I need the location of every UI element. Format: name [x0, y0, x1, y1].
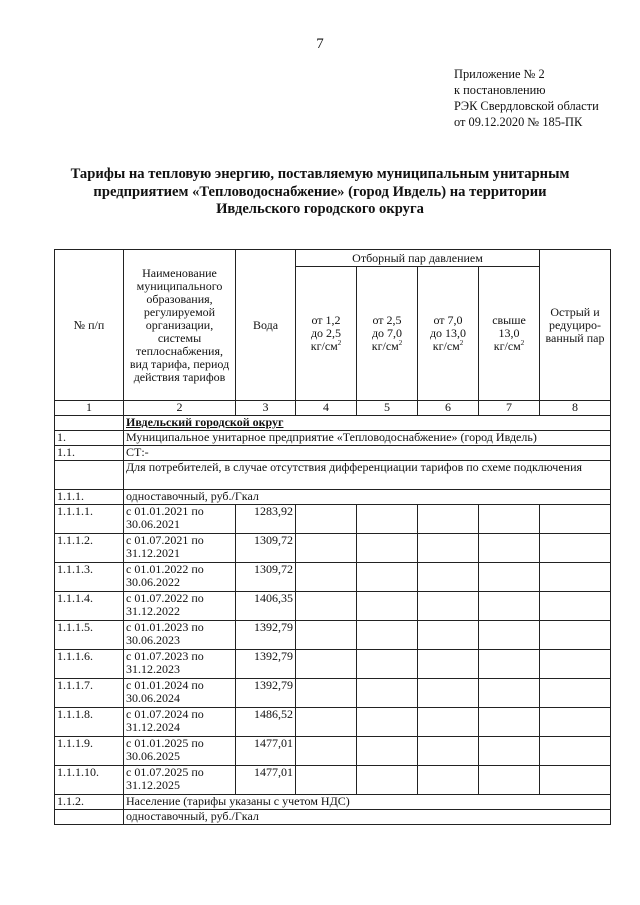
- table-row: [55, 592, 611, 621]
- column-number: 7: [479, 401, 540, 416]
- sharp-steam-value: [540, 563, 611, 592]
- sharp-steam-value: [540, 679, 611, 708]
- page-number: 7: [316, 36, 324, 52]
- pressure-2-value: [357, 679, 418, 708]
- single-rate-row: [55, 490, 611, 505]
- district-row: [55, 416, 611, 431]
- row-number: 1.1.2.: [55, 795, 124, 810]
- column-number: 3: [236, 401, 296, 416]
- appendix-line: Приложение № 2: [454, 67, 545, 81]
- pressure-3-value: [418, 505, 479, 534]
- column-number: 2: [124, 401, 236, 416]
- sharp-steam-value: [540, 766, 611, 795]
- pressure-2-value: [357, 766, 418, 795]
- document-title: [60, 166, 580, 219]
- table-row: [55, 505, 611, 534]
- pressure-4-value: [479, 563, 540, 592]
- pressure-to: до 2,5: [310, 326, 342, 340]
- pressure-1-value: [296, 505, 357, 534]
- sharp-steam-value: [540, 534, 611, 563]
- row-number: 1.1.1.: [55, 490, 124, 505]
- tariff-period: с 01.07.2023 по 31.12.2023: [124, 650, 236, 679]
- pressure-4-value: [479, 708, 540, 737]
- sharp-steam-value: [540, 650, 611, 679]
- tariff-period: с 01.07.2025 по 31.12.2025: [124, 766, 236, 795]
- pressure-4-value: [479, 650, 540, 679]
- header-sharp-steam: Острый и редуциро-ванный пар: [540, 250, 611, 401]
- pressure-4-value: [479, 679, 540, 708]
- single-rate-label: одноставочный, руб./Гкал: [124, 490, 611, 505]
- table-row: [55, 766, 611, 795]
- row-number: 1.1.1.9.: [55, 737, 124, 766]
- pressure-3-value: [418, 650, 479, 679]
- consumers-note: Для потребителей, в случае отсутствия дифференциации тарифов по схеме подключения: [124, 461, 611, 490]
- water-tariff-value: 1392,79: [236, 621, 296, 650]
- pressure-3-value: [418, 766, 479, 795]
- sharp-steam-value: [540, 708, 611, 737]
- row-number: 1.1.1.6.: [55, 650, 124, 679]
- header-name: Наименование муниципального образования, регулируемой организации, системы теплоснабжения, вид тарифа, период действия тарифов: [124, 250, 236, 401]
- pressure-2-value: [357, 650, 418, 679]
- row-number: 1.1.1.5.: [55, 621, 124, 650]
- pressure-4-value: [479, 592, 540, 621]
- sharp-steam-value: [540, 621, 611, 650]
- pressure-2-value: [357, 505, 418, 534]
- tariff-period: с 01.01.2023 по 30.06.2023: [124, 621, 236, 650]
- column-number: 4: [296, 401, 357, 416]
- pressure-2-value: [357, 708, 418, 737]
- water-tariff-value: 1392,79: [236, 679, 296, 708]
- header-steam-group: Отборный пар давлением: [296, 250, 540, 267]
- pressure-from: от 2,5: [372, 313, 402, 327]
- appendix-line: от 09.12.2020 № 185-ПК: [454, 115, 583, 129]
- tariff-period: с 01.07.2021 по 31.12.2021: [124, 534, 236, 563]
- population-label: Население (тарифы указаны с учетом НДС): [124, 795, 611, 810]
- tariff-period: с 01.01.2022 по 30.06.2022: [124, 563, 236, 592]
- table-row: [55, 563, 611, 592]
- pressure-1-value: [296, 592, 357, 621]
- appendix-line: к постановлению: [454, 83, 546, 97]
- table-row: [55, 621, 611, 650]
- table-row: [55, 708, 611, 737]
- row-number: 1.: [55, 431, 124, 446]
- appendix-line: РЭК Свердловской области: [454, 99, 599, 113]
- column-number: 5: [357, 401, 418, 416]
- water-tariff-value: 1486,52: [236, 708, 296, 737]
- pressure-1-value: [296, 766, 357, 795]
- table-row: [55, 534, 611, 563]
- system-row: [55, 446, 611, 461]
- water-tariff-value: 1406,35: [236, 592, 296, 621]
- pressure-4-value: [479, 766, 540, 795]
- pressure-1-value: [296, 621, 357, 650]
- organization-row: [55, 431, 611, 446]
- population-row: [55, 795, 611, 810]
- pressure-1-value: [296, 737, 357, 766]
- sharp-steam-value: [540, 505, 611, 534]
- population-rate-row: [55, 810, 611, 825]
- row-number: 1.1.1.2.: [55, 534, 124, 563]
- pressure-4-value: [479, 505, 540, 534]
- tariff-table: [54, 249, 611, 825]
- tariff-period: с 01.01.2021 по 30.06.2021: [124, 505, 236, 534]
- pressure-4-value: [479, 737, 540, 766]
- title-line: Ивдельского городского округа: [216, 201, 424, 217]
- tariff-period: с 01.07.2022 по 31.12.2022: [124, 592, 236, 621]
- pressure-1-value: [296, 563, 357, 592]
- title-line: Тарифы на тепловую энергию, поставляемую муниципальным унитарным: [70, 166, 570, 182]
- table-row: [55, 650, 611, 679]
- water-tariff-value: 1309,72: [236, 563, 296, 592]
- pressure-2-value: [357, 737, 418, 766]
- pressure-unit: $кг/см^2$: [371, 339, 403, 353]
- district-name: Ивдельский городской округ: [124, 416, 611, 431]
- tariff-period: с 01.01.2025 по 30.06.2025: [124, 737, 236, 766]
- header-pressure-2: [357, 267, 418, 401]
- header-pressure-4: [479, 267, 540, 401]
- pressure-from: свыше: [492, 313, 526, 327]
- sharp-steam-value: [540, 737, 611, 766]
- pressure-2-value: [357, 563, 418, 592]
- pressure-3-value: [418, 592, 479, 621]
- pressure-2-value: [357, 592, 418, 621]
- water-tariff-value: 1477,01: [236, 766, 296, 795]
- appendix-block: [454, 66, 599, 130]
- pressure-4-value: [479, 534, 540, 563]
- row-number: 1.1.1.7.: [55, 679, 124, 708]
- sharp-steam-value: [540, 592, 611, 621]
- table-row: [55, 737, 611, 766]
- pressure-3-value: [418, 679, 479, 708]
- row-number: 1.1.1.4.: [55, 592, 124, 621]
- header-num: № п/п: [55, 250, 124, 401]
- pressure-3-value: [418, 708, 479, 737]
- pressure-3-value: [418, 621, 479, 650]
- pressure-from: от 1,2: [311, 313, 341, 327]
- pressure-3-value: [418, 534, 479, 563]
- pressure-1-value: [296, 679, 357, 708]
- pressure-to: до 7,0: [371, 326, 403, 340]
- population-rate-label: одноставочный, руб./Гкал: [124, 810, 611, 825]
- column-number: 1: [55, 401, 124, 416]
- pressure-1-value: [296, 708, 357, 737]
- pressure-from: от 7,0: [433, 313, 463, 327]
- system-label: СТ:-: [124, 446, 611, 461]
- pressure-2-value: [357, 621, 418, 650]
- pressure-3-value: [418, 737, 479, 766]
- pressure-1-value: [296, 650, 357, 679]
- pressure-2-value: [357, 534, 418, 563]
- column-number: 8: [540, 401, 611, 416]
- water-tariff-value: 1392,79: [236, 650, 296, 679]
- water-tariff-value: 1283,92: [236, 505, 296, 534]
- pressure-to: 13,0: [498, 326, 520, 340]
- header-water: Вода: [236, 250, 296, 401]
- pressure-3-value: [418, 563, 479, 592]
- tariff-period: с 01.07.2024 по 31.12.2024: [124, 708, 236, 737]
- header-pressure-1: [296, 267, 357, 401]
- title-line: предприятием «Тепловодоснабжение» (город Ивдель) на территории: [93, 183, 547, 200]
- consumers-row: [55, 461, 611, 490]
- row-number: 1.1.1.10.: [55, 766, 124, 795]
- row-number: 1.1.1.8.: [55, 708, 124, 737]
- pressure-unit: $кг/см^2$: [432, 339, 464, 353]
- column-number: 6: [418, 401, 479, 416]
- row-number: 1.1.1.1.: [55, 505, 124, 534]
- table-row: [55, 679, 611, 708]
- header-pressure-3: [418, 267, 479, 401]
- row-number: 1.1.1.3.: [55, 563, 124, 592]
- water-tariff-value: 1309,72: [236, 534, 296, 563]
- column-number-row: [55, 401, 611, 416]
- tariff-period: с 01.01.2024 по 30.06.2024: [124, 679, 236, 708]
- pressure-unit: $кг/см^2$: [310, 339, 342, 353]
- pressure-1-value: [296, 534, 357, 563]
- pressure-unit: $кг/см^2$: [493, 339, 525, 353]
- pressure-4-value: [479, 621, 540, 650]
- water-tariff-value: 1477,01: [236, 737, 296, 766]
- row-number: 1.1.: [55, 446, 124, 461]
- organization-name: Муниципальное унитарное предприятие «Тепловодоснабжение» (город Ивдель): [124, 431, 611, 446]
- pressure-to: до 13,0: [429, 326, 467, 340]
